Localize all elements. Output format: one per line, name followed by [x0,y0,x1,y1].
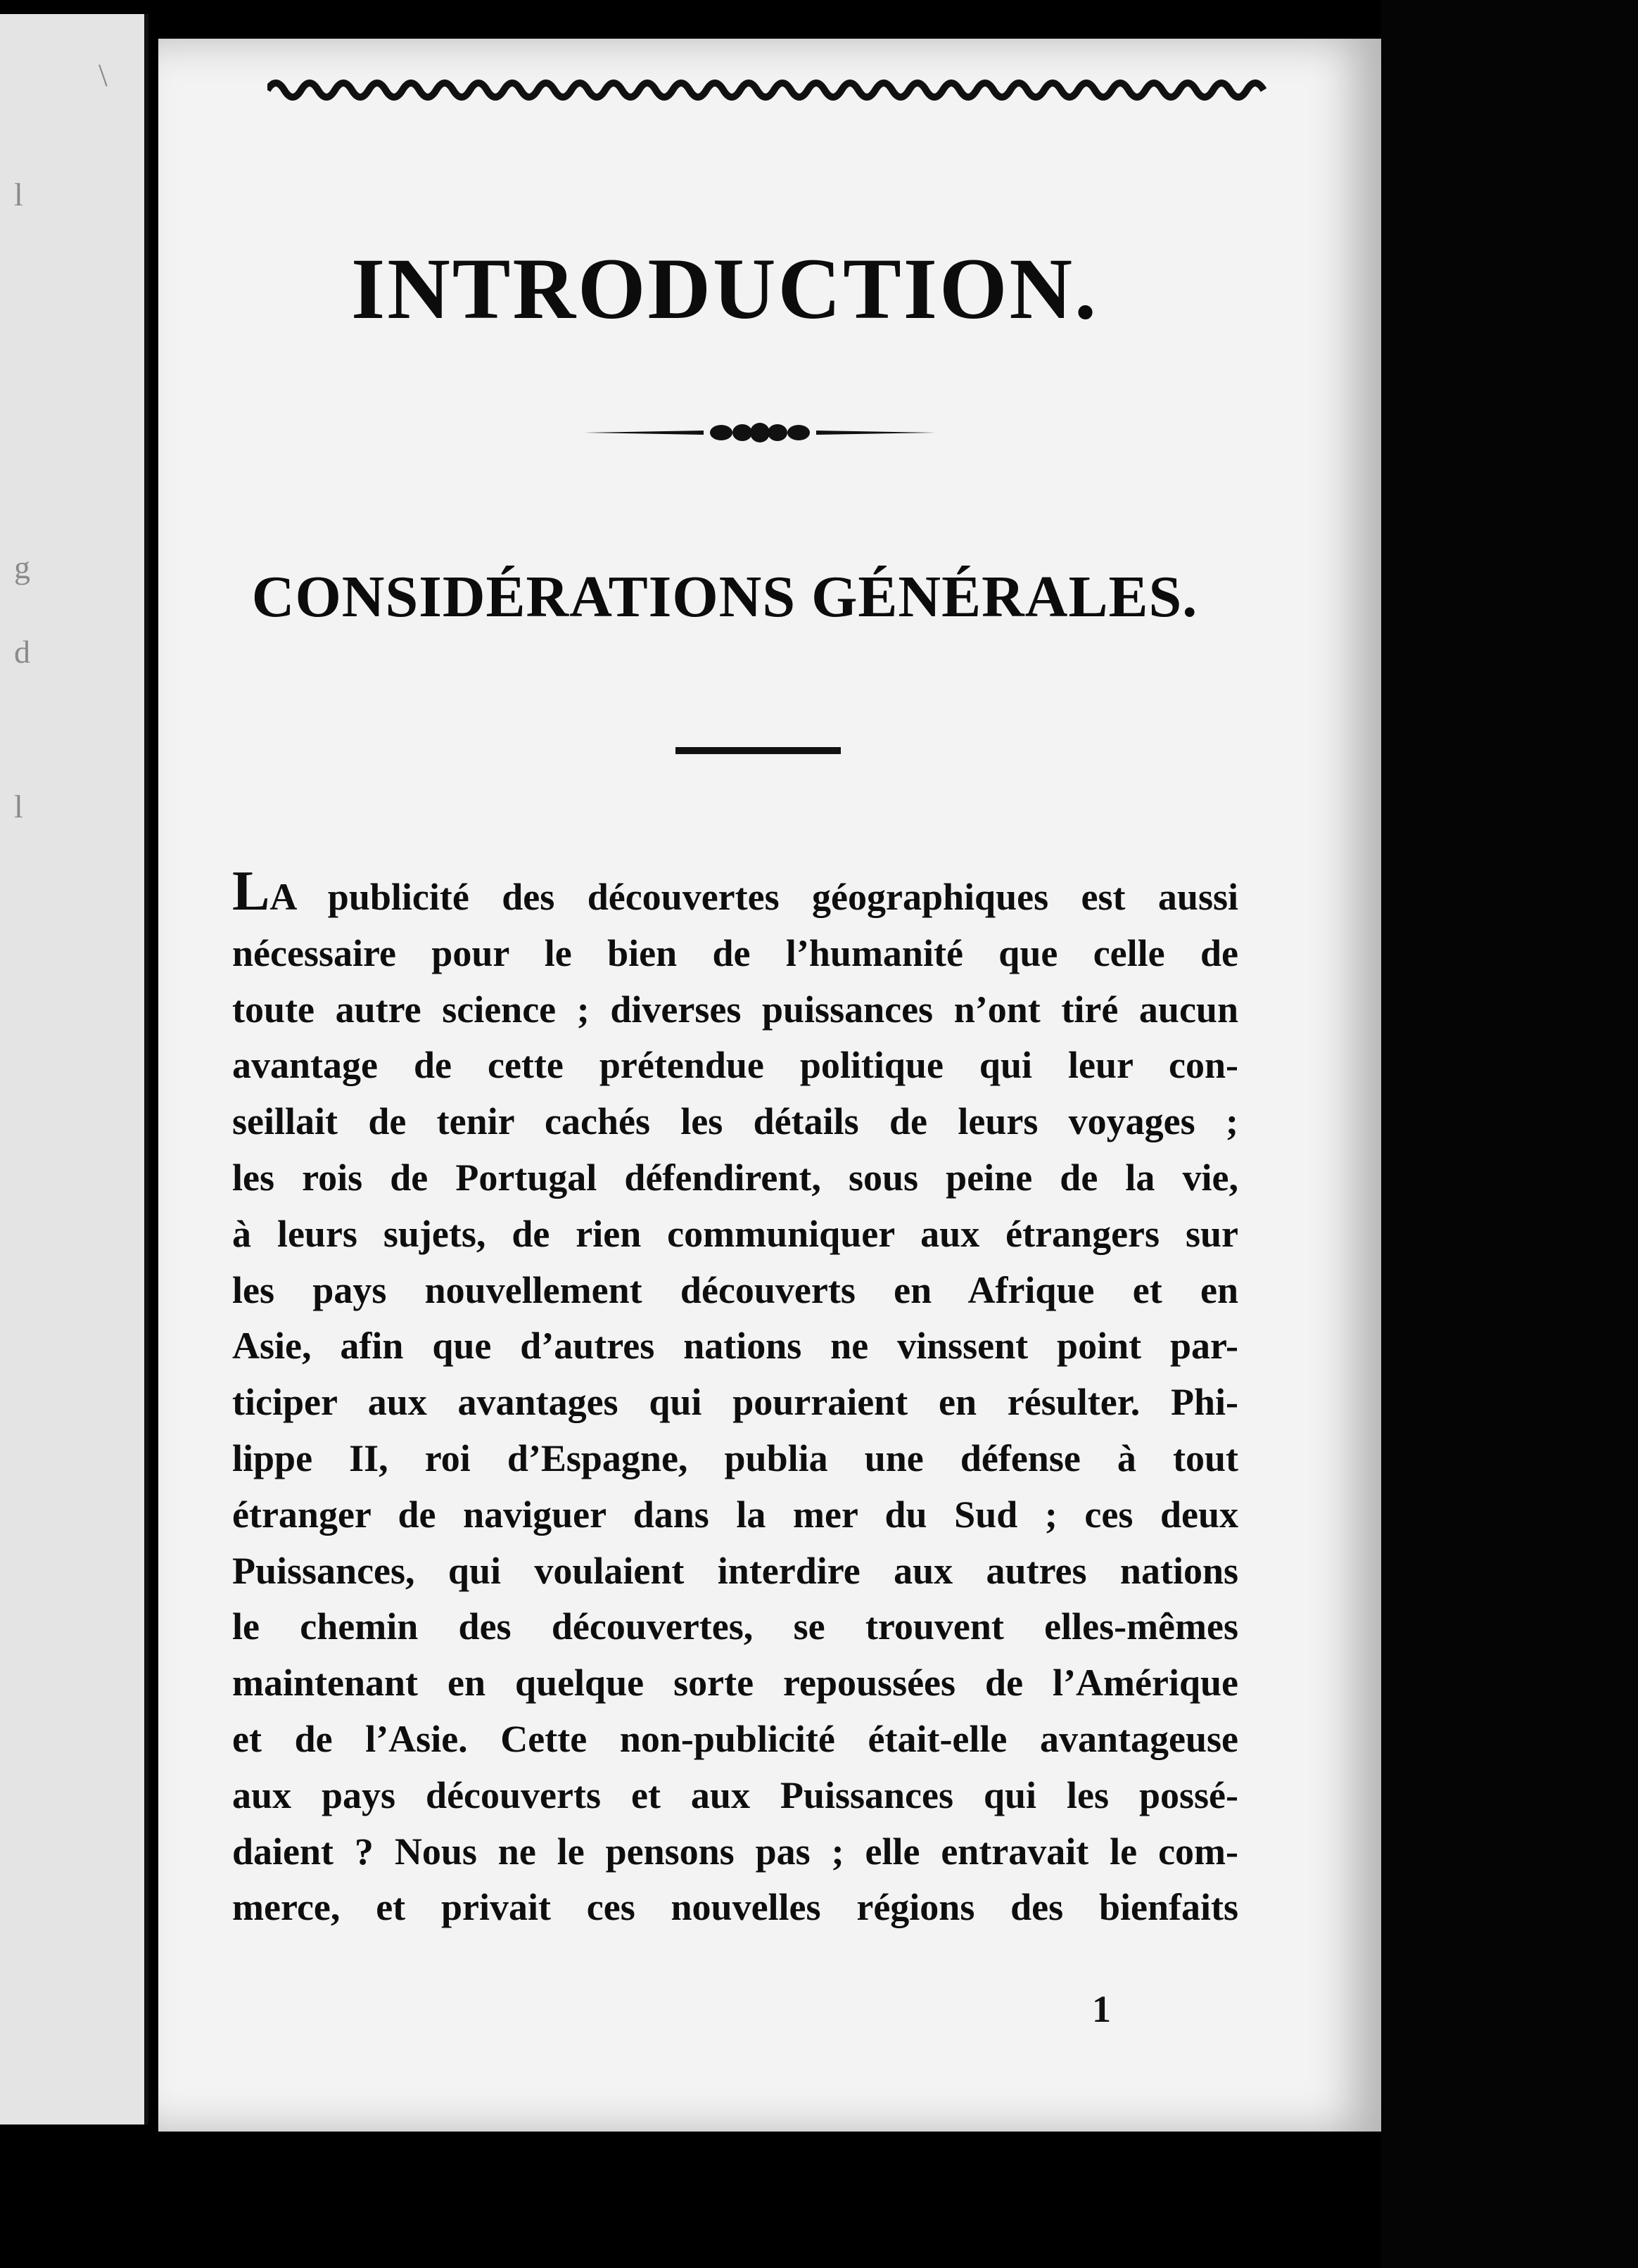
body-line: avantage de cette prétendue politique qui leur con- [232,1044,1238,1087]
body-line: à leurs sujets, de rien communiquer aux étrangers sur [232,1212,1238,1255]
title-ornament [584,415,936,450]
body-paragraph [232,860,1238,1936]
body-line: les rois de Portugal défendirent, sous peine de la vie, [232,1156,1238,1199]
body-line: merce, et privait ces nouvelles régions des bienfaits [232,1886,1238,1929]
body-line: toute autre science ; diverses puissances n’ont tiré aucun [232,988,1238,1031]
body-line: étranger de naviguer dans la mer du Sud ; ces deux [232,1493,1238,1536]
bleed-mark: d [14,634,30,670]
bleed-mark: l [14,789,23,824]
body-line: maintenant en quelque sorte repoussées de l’Amérique [232,1662,1238,1705]
body-line: le chemin des découvertes, se trouvent elles-mêmes [232,1605,1238,1648]
drop-cap: L [232,860,270,922]
body-line-first [232,860,1238,926]
heading-rule [675,747,841,754]
body-line: seillait de tenir cachés les détails de leurs voyages ; [232,1100,1238,1143]
body-line: Asie, afin que d’autres nations ne vinssent point par- [232,1325,1238,1368]
bleed-mark: g [14,549,30,585]
body-line: daient ? Nous ne le pensons pas ; elle entravait le com- [232,1830,1238,1873]
section-heading: CONSIDÉRATIONS GÉNÉRALES. [251,564,1198,630]
signature-mark: 1 [1092,1988,1111,2030]
body-line: ticiper aux avantages qui pourraient en résulter. Phi- [232,1381,1238,1424]
body-line: aux pays découverts et aux Puissances qui les possé- [232,1773,1238,1816]
first-line-text: A publicité des découvertes géographiques est aussi [269,876,1238,918]
body-line: nécessaire pour le bien de l’humanité que celle de [232,931,1238,974]
scan-background [1381,0,1638,2268]
body-line: les pays nouvellement découverts en Afrique et en [232,1268,1238,1311]
top-wave-ornament [267,69,1266,111]
body-line: Puissances, qui voulaient interdire aux autres nations [232,1549,1238,1592]
body-line: et de l’Asie. Cette non-publicité était-elle avantageuse [232,1717,1238,1760]
bleed-mark: \ [99,57,108,93]
page-title: INTRODUCTION. [350,241,1099,337]
body-line: lippe II, roi d’Espagne, publia une défense à tout [232,1436,1238,1479]
bleed-mark: l [14,177,23,212]
